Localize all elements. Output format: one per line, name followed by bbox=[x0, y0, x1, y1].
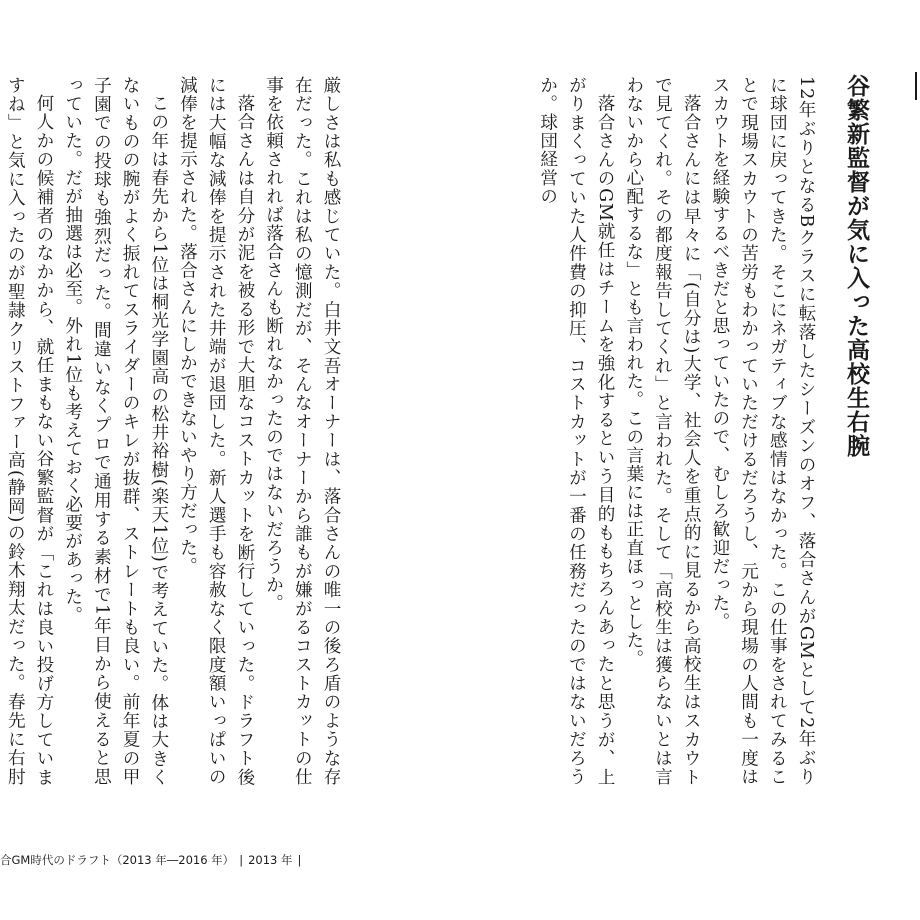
section-heading: 谷繁新監督が気に入った高校生右腕 bbox=[843, 74, 869, 458]
paragraph: 厳しさは私も感じていた。白井文吾オーナーは、落合さんの唯一の後ろ盾のような存在だった。これは私の憶測だが、そんなオーナーから誰もが嫌がるコストカットの仕事を依頼されれば落合さんも断れなかったのではないだろうか。 bbox=[263, 76, 341, 786]
paragraph: 落合さんは自分が泥を被る形で大胆なコストカットを断行していった。ドラフト後には大幅な減俸を提示された井端が退団した。新人選手も容赦なく限度額いっぱいの減俸を提示された。落合さんにしかできないやり方だった。 bbox=[177, 76, 255, 786]
right-text-column bbox=[537, 76, 820, 786]
paragraph: 何人かの候補者のなかから、就任まもない谷繁監督が「これは良い投げ方していますね」と気に入ったのが聖隷クリストファー高(静岡)の鈴木翔太だった。春先に右肘 bbox=[5, 76, 54, 786]
left-text-column bbox=[0, 76, 345, 786]
paragraph: 落合さんのGM就任はチームを強化するという目的ももちろんあったと思うが、上がりまくっていた人件費の抑圧、コストカットが一番の任務だったのではないだろうか。球団経営の bbox=[537, 76, 616, 786]
paragraph: 落合さんには早々に「(自分は)大学、社会人を重点的に見るから高校生はスカウトで見てくれ。その都度報告してくれ」と言われた。そして「高校生は獲らないとは言わないから心配するな」とも言われた。この言葉には正直ほっとした。 bbox=[623, 76, 702, 786]
footer-separator: | bbox=[297, 853, 302, 867]
footer-separator: | bbox=[239, 853, 244, 867]
footer-chapter-title: 合GM時代のドラフト（2013 年―2016 年） bbox=[0, 853, 235, 867]
footer-year: 2013 年 bbox=[248, 853, 293, 867]
paragraph: 12年ぶりとなるBクラスに転落したシーズンのオフ、落合さんがGMとして2年ぶりに球団に戻ってきた。そこにネガティブな感情はなかった。この仕事をされてみることで現場スカウトの苦労もわかっていただけるだろうし、元から現場の人間も一度はスカウトを経験するべきだと思っていたので、むしろ歓迎だった。 bbox=[709, 76, 816, 786]
margin-rule bbox=[915, 72, 917, 100]
running-footer bbox=[0, 849, 306, 871]
paragraph: この年は春先から1位は桐光学園高の松井裕樹(楽天1位)で考えていた。体は大きくないものの腕がよく振れてスライダーのキレが抜群、ストレートも良い。前年夏の甲子園での投球も強烈だった。間違いなくプロで通用する素材で1年目から使えると思っていた。だが抽選は必至。外れ1位も考えておく必要があった。 bbox=[62, 76, 169, 786]
